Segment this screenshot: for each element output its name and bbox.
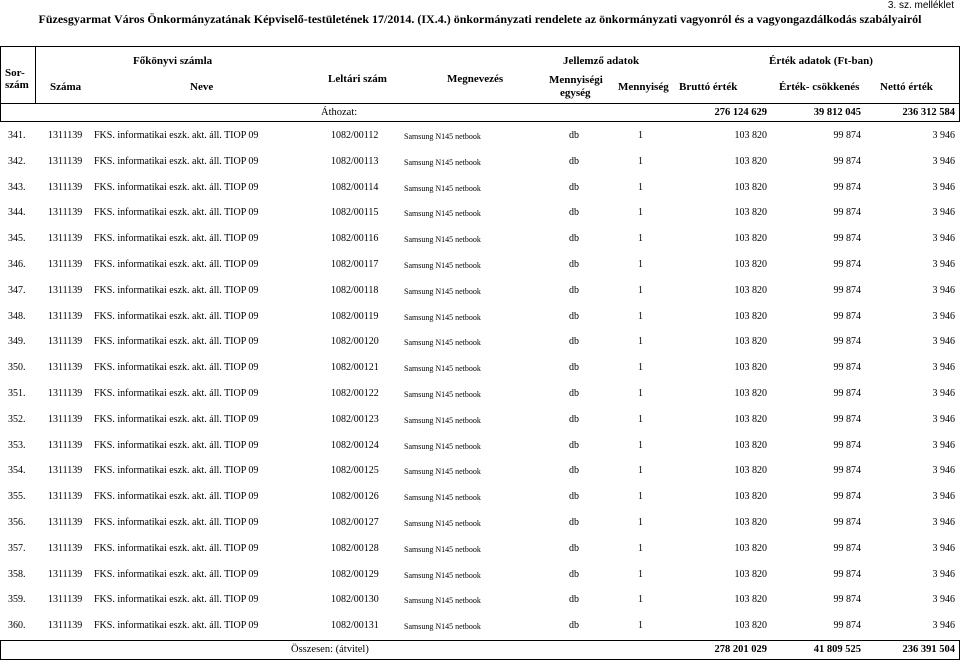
row-quantity: 1 (638, 594, 643, 606)
row-net-value: 3 946 (932, 594, 955, 606)
row-account-name: FKS. informatikai eszk. akt. áll. TIOP 09 (94, 259, 259, 270)
row-account-name: FKS. informatikai eszk. akt. áll. TIOP 09 (94, 568, 259, 580)
row-gross-value: 103 820 (734, 594, 767, 606)
row-quantity: 1 (638, 155, 643, 167)
row-inventory-number: 1082/00115 (331, 207, 379, 219)
header-brutto-ertek: Bruttó érték (679, 81, 738, 93)
row-description: Samsung N145 netbook (404, 467, 481, 477)
row-number: 351. (8, 388, 26, 399)
row-unit: db (569, 439, 579, 451)
row-inventory-number: 1082/00118 (331, 284, 379, 296)
row-number: 342. (8, 155, 26, 167)
table-row (0, 175, 960, 200)
annex-label: 3. sz. melléklet (887, 0, 954, 11)
row-depreciation: 99 874 (833, 620, 861, 632)
row-gross-value: 103 820 (734, 517, 767, 528)
row-depreciation: 99 874 (833, 259, 861, 270)
row-description: Samsung N145 netbook (404, 441, 481, 451)
row-number: 353. (8, 439, 26, 451)
row-account-number: 1311139 (48, 155, 83, 167)
row-inventory-number: 1082/00128 (331, 542, 379, 554)
row-number: 349. (8, 336, 26, 348)
row-unit: db (569, 413, 579, 425)
row-account-number: 1311139 (48, 310, 83, 322)
row-description: Samsung N145 netbook (404, 209, 481, 219)
row-depreciation: 99 874 (833, 310, 861, 322)
header-ertek-adatok: Érték adatok (Ft-ban) (769, 55, 873, 67)
table-row (0, 226, 960, 251)
row-description: Samsung N145 netbook (404, 286, 481, 296)
row-description: Samsung N145 netbook (404, 570, 481, 580)
row-quantity: 1 (638, 413, 643, 425)
table-row (0, 304, 960, 329)
row-unit: db (569, 620, 579, 632)
table-row (0, 381, 960, 406)
osszesen-csokkenes: 41 809 525 (813, 644, 861, 655)
row-account-number: 1311139 (48, 413, 83, 425)
athozat-csokkenes: 39 812 045 (813, 107, 861, 118)
row-net-value: 3 946 (932, 542, 955, 554)
row-gross-value: 103 820 (734, 568, 767, 580)
row-description: Samsung N145 netbook (404, 312, 481, 322)
row-depreciation: 99 874 (833, 491, 861, 503)
row-account-name: FKS. informatikai eszk. akt. áll. TIOP 09 (94, 181, 259, 193)
row-quantity: 1 (638, 259, 643, 270)
row-inventory-number: 1082/00130 (331, 594, 379, 606)
osszesen-label: Összesen: (átvitel) (291, 644, 369, 655)
row-unit: db (569, 233, 579, 245)
row-description: Samsung N145 netbook (404, 390, 481, 399)
row-net-value: 3 946 (932, 207, 955, 219)
row-number: 343. (8, 181, 26, 193)
total-top-border (0, 640, 960, 641)
row-inventory-number: 1082/00112 (331, 130, 379, 141)
total-bottom-border (0, 659, 960, 660)
row-inventory-number: 1082/00113 (331, 155, 379, 167)
row-description: Samsung N145 netbook (404, 519, 481, 528)
row-account-number: 1311139 (48, 594, 83, 606)
row-unit: db (569, 284, 579, 296)
table-row (0, 149, 960, 174)
row-gross-value: 103 820 (734, 362, 767, 374)
row-account-number: 1311139 (48, 130, 83, 141)
row-account-name: FKS. informatikai eszk. akt. áll. TIOP 09 (94, 594, 259, 606)
row-number: 348. (8, 310, 26, 322)
table-row (0, 278, 960, 303)
table-row (0, 123, 960, 148)
row-quantity: 1 (638, 439, 643, 451)
row-net-value: 3 946 (932, 491, 955, 503)
row-depreciation: 99 874 (833, 284, 861, 296)
header-leltari-szam: Leltári szám (328, 73, 387, 85)
row-net-value: 3 946 (932, 413, 955, 425)
row-unit: db (569, 207, 579, 219)
row-description: Samsung N145 netbook (404, 415, 481, 425)
row-description: Samsung N145 netbook (404, 364, 481, 374)
row-unit: db (569, 155, 579, 167)
header-mennyiseg: Mennyiség (618, 81, 669, 93)
row-depreciation: 99 874 (833, 336, 861, 348)
header-fokonyvi-szamla: Főkönyvi számla (133, 55, 213, 67)
row-net-value: 3 946 (932, 362, 955, 374)
row-quantity: 1 (638, 491, 643, 503)
header-sorszam-2: szám (5, 79, 29, 91)
row-gross-value: 103 820 (734, 413, 767, 425)
table-row (0, 613, 960, 638)
table-top-border (0, 46, 960, 47)
table-row (0, 252, 960, 277)
row-account-name: FKS. informatikai eszk. akt. áll. TIOP 09 (94, 310, 259, 322)
row-account-name: FKS. informatikai eszk. akt. áll. TIOP 09 (94, 388, 259, 399)
row-account-name: FKS. informatikai eszk. akt. áll. TIOP 09 (94, 130, 259, 141)
row-depreciation: 99 874 (833, 594, 861, 606)
table-left-border (0, 46, 1, 122)
row-description: Samsung N145 netbook (404, 544, 481, 554)
row-gross-value: 103 820 (734, 439, 767, 451)
row-unit: db (569, 130, 579, 141)
row-account-name: FKS. informatikai eszk. akt. áll. TIOP 09 (94, 155, 259, 167)
header-mennyisegi-1: Mennyiségi (549, 74, 603, 86)
table-row (0, 407, 960, 432)
row-account-name: FKS. informatikai eszk. akt. áll. TIOP 09 (94, 517, 259, 528)
row-depreciation: 99 874 (833, 181, 861, 193)
row-depreciation: 99 874 (833, 233, 861, 245)
row-quantity: 1 (638, 542, 643, 554)
row-unit: db (569, 388, 579, 399)
row-inventory-number: 1082/00116 (331, 233, 379, 245)
row-unit: db (569, 310, 579, 322)
header-ertek-csokkenes: Érték- csökkenés (779, 81, 860, 93)
row-number: 360. (8, 620, 26, 632)
row-depreciation: 99 874 (833, 130, 861, 141)
table-row (0, 536, 960, 561)
row-net-value: 3 946 (932, 517, 955, 528)
row-account-number: 1311139 (48, 388, 83, 399)
row-inventory-number: 1082/00122 (331, 388, 379, 399)
row-depreciation: 99 874 (833, 568, 861, 580)
row-number: 344. (8, 207, 26, 219)
row-unit: db (569, 517, 579, 528)
row-depreciation: 99 874 (833, 362, 861, 374)
table-row (0, 587, 960, 612)
row-description: Samsung N145 netbook (404, 596, 481, 606)
row-account-name: FKS. informatikai eszk. akt. áll. TIOP 09 (94, 362, 259, 374)
row-account-name: FKS. informatikai eszk. akt. áll. TIOP 09 (94, 284, 259, 296)
row-description: Samsung N145 netbook (404, 235, 481, 245)
row-account-name: FKS. informatikai eszk. akt. áll. TIOP 09 (94, 233, 259, 245)
header-neve: Neve (190, 81, 214, 93)
row-net-value: 3 946 (932, 181, 955, 193)
row-gross-value: 103 820 (734, 130, 767, 141)
row-quantity: 1 (638, 233, 643, 245)
row-gross-value: 103 820 (734, 284, 767, 296)
header-bottom-border (0, 103, 960, 104)
header-szama: Száma (50, 81, 82, 93)
row-account-name: FKS. informatikai eszk. akt. áll. TIOP 09 (94, 465, 259, 477)
row-unit: db (569, 181, 579, 193)
row-net-value: 3 946 (932, 155, 955, 167)
row-net-value: 3 946 (932, 465, 955, 477)
header-netto-ertek: Nettó érték (880, 81, 933, 93)
row-account-name: FKS. informatikai eszk. akt. áll. TIOP 09 (94, 542, 259, 554)
row-quantity: 1 (638, 620, 643, 632)
header-mennyisegi-2: egység (560, 87, 591, 99)
row-description: Samsung N145 netbook (404, 622, 481, 632)
row-inventory-number: 1082/00124 (331, 439, 379, 451)
header-jellemzo-adatok: Jellemző adatok (563, 55, 640, 67)
header-sorszam-1: Sor- (5, 67, 25, 79)
row-inventory-number: 1082/00114 (331, 181, 379, 193)
table-row (0, 355, 960, 380)
row-gross-value: 103 820 (734, 620, 767, 632)
osszesen-netto: 236 391 504 (902, 644, 955, 655)
row-number: 350. (8, 362, 26, 374)
document-title: Füzesgyarmat Város Önkormányzatának Képviselő-testületének 17/2014. (IX.4.) önkormányzati rendelete az önkormányzati vagyonról és a vagyongazdálkodás szabályairól (38, 12, 922, 26)
row-account-number: 1311139 (48, 362, 83, 374)
row-description: Samsung N145 netbook (404, 261, 481, 270)
row-unit: db (569, 336, 579, 348)
row-gross-value: 103 820 (734, 336, 767, 348)
row-account-name: FKS. informatikai eszk. akt. áll. TIOP 09 (94, 620, 259, 632)
row-depreciation: 99 874 (833, 542, 861, 554)
row-number: 356. (8, 517, 26, 528)
table-row (0, 458, 960, 483)
row-account-number: 1311139 (48, 259, 83, 270)
row-account-number: 1311139 (48, 336, 83, 348)
row-inventory-number: 1082/00126 (331, 491, 379, 503)
row-inventory-number: 1082/00125 (331, 465, 379, 477)
row-number: 347. (8, 284, 26, 296)
table-row (0, 433, 960, 458)
row-number: 341. (8, 130, 26, 141)
row-number: 358. (8, 568, 26, 580)
table-row (0, 510, 960, 535)
row-inventory-number: 1082/00129 (331, 568, 379, 580)
row-number: 352. (8, 413, 26, 425)
row-inventory-number: 1082/00119 (331, 310, 379, 322)
row-unit: db (569, 568, 579, 580)
row-quantity: 1 (638, 388, 643, 399)
row-gross-value: 103 820 (734, 259, 767, 270)
row-account-name: FKS. informatikai eszk. akt. áll. TIOP 09 (94, 439, 259, 451)
row-inventory-number: 1082/00120 (331, 336, 379, 348)
row-inventory-number: 1082/00121 (331, 362, 379, 374)
row-net-value: 3 946 (932, 620, 955, 632)
row-inventory-number: 1082/00131 (331, 620, 379, 632)
row-number: 354. (8, 465, 26, 477)
row-unit: db (569, 542, 579, 554)
athozat-netto: 236 312 584 (902, 107, 955, 118)
row-unit: db (569, 362, 579, 374)
osszesen-brutto: 278 201 029 (714, 644, 767, 655)
row-account-name: FKS. informatikai eszk. akt. áll. TIOP 09 (94, 491, 259, 503)
row-quantity: 1 (638, 362, 643, 374)
row-depreciation: 99 874 (833, 465, 861, 477)
row-number: 355. (8, 491, 26, 503)
row-quantity: 1 (638, 568, 643, 580)
row-account-number: 1311139 (48, 568, 83, 580)
row-description: Samsung N145 netbook (404, 132, 481, 141)
row-account-number: 1311139 (48, 284, 83, 296)
table-row (0, 200, 960, 225)
sorszam-divider (35, 46, 36, 103)
row-account-number: 1311139 (48, 439, 83, 451)
athozat-bottom-border (0, 121, 960, 122)
row-account-number: 1311139 (48, 517, 83, 528)
row-depreciation: 99 874 (833, 517, 861, 528)
row-gross-value: 103 820 (734, 181, 767, 193)
row-description: Samsung N145 netbook (404, 183, 481, 193)
row-quantity: 1 (638, 284, 643, 296)
row-net-value: 3 946 (932, 388, 955, 399)
row-inventory-number: 1082/00123 (331, 413, 379, 425)
row-quantity: 1 (638, 336, 643, 348)
row-gross-value: 103 820 (734, 310, 767, 322)
row-quantity: 1 (638, 517, 643, 528)
row-net-value: 3 946 (932, 439, 955, 451)
header-megnevezes: Megnevezés (447, 73, 504, 85)
row-account-name: FKS. informatikai eszk. akt. áll. TIOP 09 (94, 207, 259, 219)
athozat-label: Áthozat: (321, 107, 358, 118)
row-quantity: 1 (638, 207, 643, 219)
row-number: 357. (8, 542, 26, 554)
table-row (0, 329, 960, 354)
row-quantity: 1 (638, 465, 643, 477)
row-inventory-number: 1082/00117 (331, 259, 379, 270)
row-net-value: 3 946 (932, 310, 955, 322)
row-number: 345. (8, 233, 26, 245)
row-account-number: 1311139 (48, 207, 83, 219)
row-quantity: 1 (638, 130, 643, 141)
row-description: Samsung N145 netbook (404, 157, 481, 167)
athozat-brutto: 276 124 629 (714, 107, 767, 118)
row-unit: db (569, 491, 579, 503)
row-description: Samsung N145 netbook (404, 338, 481, 348)
row-depreciation: 99 874 (833, 207, 861, 219)
table-row (0, 562, 960, 587)
row-net-value: 3 946 (932, 259, 955, 270)
row-net-value: 3 946 (932, 336, 955, 348)
row-unit: db (569, 594, 579, 606)
row-gross-value: 103 820 (734, 207, 767, 219)
row-net-value: 3 946 (932, 284, 955, 296)
row-account-name: FKS. informatikai eszk. akt. áll. TIOP 09 (94, 413, 259, 425)
row-depreciation: 99 874 (833, 388, 861, 399)
row-net-value: 3 946 (932, 568, 955, 580)
row-number: 346. (8, 259, 26, 270)
row-net-value: 3 946 (932, 130, 955, 141)
row-number: 359. (8, 594, 26, 606)
row-net-value: 3 946 (932, 233, 955, 245)
row-unit: db (569, 465, 579, 477)
total-left-border (0, 640, 1, 660)
row-account-number: 1311139 (48, 465, 83, 477)
row-account-number: 1311139 (48, 620, 83, 632)
row-inventory-number: 1082/00127 (331, 517, 379, 528)
row-gross-value: 103 820 (734, 233, 767, 245)
row-unit: db (569, 259, 579, 270)
row-gross-value: 103 820 (734, 491, 767, 503)
row-quantity: 1 (638, 310, 643, 322)
row-account-number: 1311139 (48, 181, 83, 193)
row-account-number: 1311139 (48, 542, 83, 554)
row-account-number: 1311139 (48, 233, 83, 245)
row-account-name: FKS. informatikai eszk. akt. áll. TIOP 09 (94, 336, 259, 348)
row-depreciation: 99 874 (833, 155, 861, 167)
row-quantity: 1 (638, 181, 643, 193)
row-account-number: 1311139 (48, 491, 83, 503)
row-gross-value: 103 820 (734, 542, 767, 554)
table-row (0, 484, 960, 509)
row-gross-value: 103 820 (734, 155, 767, 167)
row-depreciation: 99 874 (833, 439, 861, 451)
row-description: Samsung N145 netbook (404, 493, 481, 503)
row-depreciation: 99 874 (833, 413, 861, 425)
row-gross-value: 103 820 (734, 388, 767, 399)
row-gross-value: 103 820 (734, 465, 767, 477)
